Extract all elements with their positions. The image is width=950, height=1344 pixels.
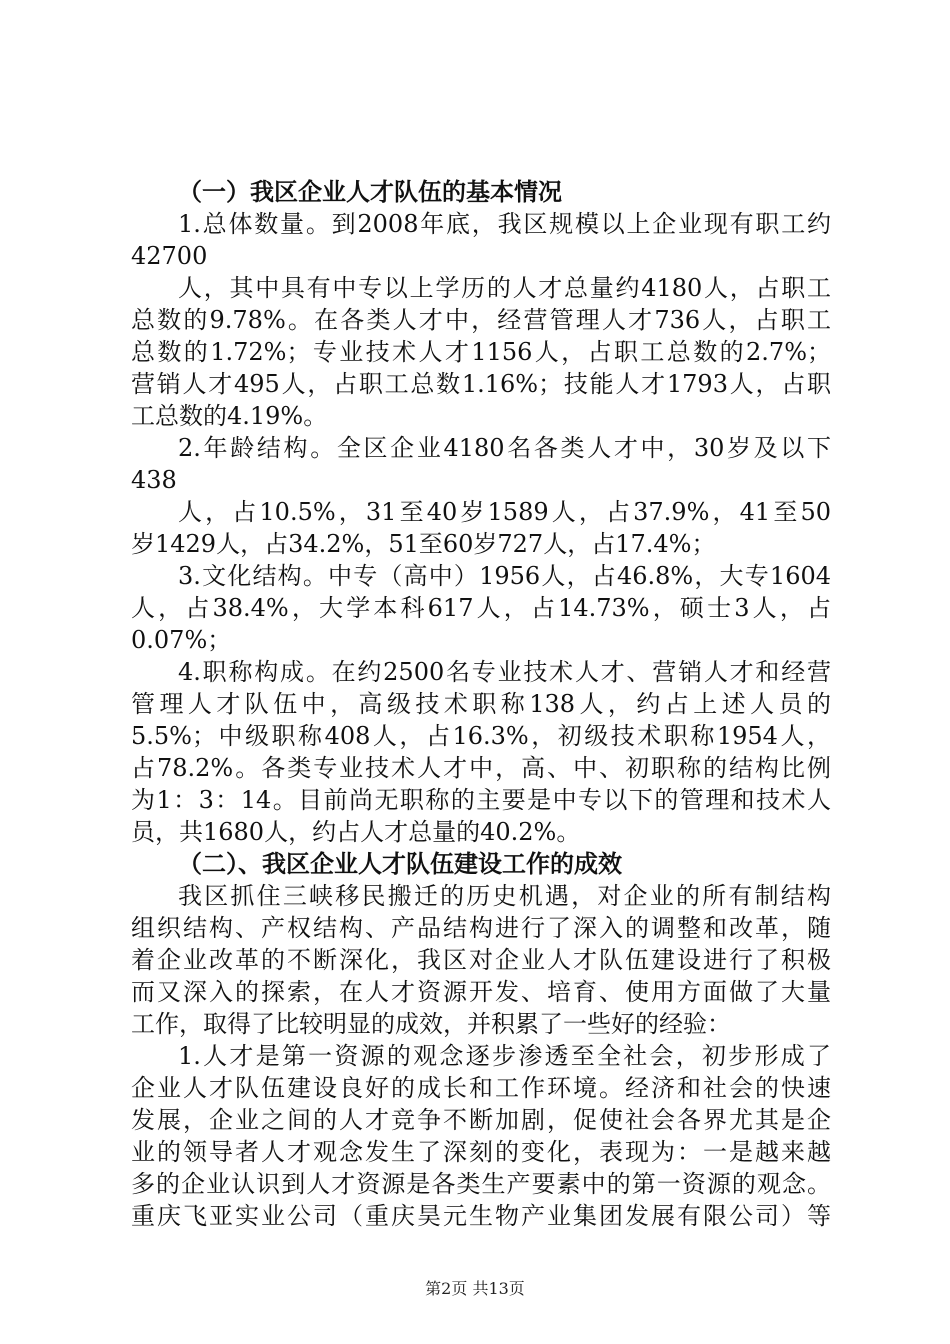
paragraph-line: 岁1429人，占34.2%，51至60岁727人，占17.4%；	[131, 530, 716, 558]
paragraph-line: 占78.2%。各类专业技术人才中，高、中、初职称的结构比例	[131, 754, 831, 782]
paragraph-line: 人，占38.4%，大学本科617人，占14.73%，硕士3人，占	[131, 594, 831, 622]
paragraph-line: 工作，取得了比较明显的成效，并积累了一些好的经验：	[131, 1010, 731, 1038]
paragraph-line: 5.5%；中级职称408人，占16.3%，初级技术职称1954人，	[131, 722, 831, 750]
paragraph-line: 员，共1680人，约占人才总量的40.2%。	[131, 818, 581, 846]
paragraph-line: 着企业改革的不断深化，我区对企业人才队伍建设进行了积极	[131, 946, 831, 974]
paragraph-line: 人，占10.5%，31至40岁1589人，占37.9%，41至50	[178, 498, 831, 526]
paragraph-line: 我区抓住三峡移民搬迁的历史机遇，对企业的所有制结构	[178, 882, 831, 910]
paragraph-line: 工总数的4.19%。	[131, 402, 328, 430]
paragraph-line: 发展，企业之间的人才竞争不断加剧，促使社会各界尤其是企	[131, 1106, 831, 1134]
paragraph-line: 营销人才495人，占职工总数1.16%；技能人才1793人，占职	[131, 370, 831, 398]
paragraph-line: 组织结构、产权结构、产品结构进行了深入的调整和改革，随	[131, 914, 831, 942]
page-number-footer: 第2页 共13页	[425, 1279, 525, 1298]
paragraph-line: 1.人才是第一资源的观念逐步渗透至全社会，初步形成了	[178, 1042, 831, 1070]
paragraph-line: 管理人才队伍中，高级技术职称138人，约占上述人员的	[131, 690, 831, 718]
section-heading-1: （一）我区企业人才队伍的基本情况	[178, 178, 562, 206]
paragraph-line: 总数的9.78%。在各类人才中，经营管理人才736人，占职工	[131, 306, 831, 334]
paragraph-line: 企业人才队伍建设良好的成长和工作环境。经济和社会的快速	[131, 1074, 831, 1102]
paragraph-line: 总数的1.72%；专业技术人才1156人，占职工总数的2.7%；	[131, 338, 831, 366]
paragraph-line: 重庆飞亚实业公司（重庆昊元生物产业集团发展有限公司）等	[131, 1202, 831, 1230]
paragraph-line: 而又深入的探索，在人才资源开发、培育、使用方面做了大量	[131, 978, 831, 1006]
paragraph-line: 4.职称构成。在约2500名专业技术人才、营销人才和经营	[178, 658, 831, 686]
paragraph-line: 0.07%；	[131, 626, 232, 654]
paragraph-line: 3.文化结构。中专（高中）1956人，占46.8%，大专1604	[178, 562, 831, 590]
paragraph-line: 438	[131, 466, 177, 494]
paragraph-line: 2.年龄结构。全区企业4180名各类人才中，30岁及以下	[178, 434, 831, 462]
paragraph-line: 为1：3：14。目前尚无职称的主要是中专以下的管理和技术人	[131, 786, 831, 814]
paragraph-line: 42700	[131, 242, 208, 270]
paragraph-line: 多的企业认识到人才资源是各类生产要素中的第一资源的观念。	[131, 1170, 831, 1198]
paragraph-line: 人，其中具有中专以上学历的人才总量约4180人，占职工	[178, 274, 831, 302]
paragraph-line: 业的领导者人才观念发生了深刻的变化，表现为：一是越来越	[131, 1138, 831, 1166]
section-heading-2: （二）、我区企业人才队伍建设工作的成效	[178, 850, 622, 878]
paragraph-line: 1.总体数量。到2008年底，我区规模以上企业现有职工约	[178, 210, 831, 238]
